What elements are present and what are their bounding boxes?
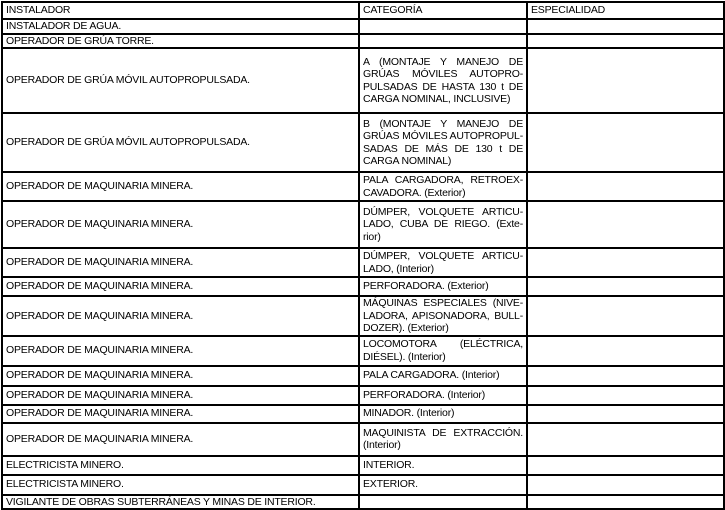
instalador-cell: ELECTRICISTA MINERO. bbox=[2, 475, 359, 495]
categoria-cell bbox=[359, 296, 527, 336]
categoria-line: CARGA NOMINAL) bbox=[363, 155, 452, 167]
installer-category-table bbox=[1, 1, 725, 510]
table-row bbox=[2, 248, 724, 277]
instalador-cell: OPERADOR DE GRÚA MÓVIL AUTOPROPULSADA. bbox=[2, 113, 359, 172]
instalador-cell: INSTALADOR DE AGUA. bbox=[2, 19, 359, 34]
instalador-cell: OPERADOR DE MAQUINARIA MINERA. bbox=[2, 296, 359, 336]
categoria-line: LOCOMOTORA (ELÉCTRICA, bbox=[363, 338, 523, 350]
categoria-line: SADAS DE MÁS DE 130 t DE bbox=[363, 142, 523, 155]
table-row bbox=[2, 336, 724, 366]
categoria-line: DIÉSEL). (Interior) bbox=[363, 350, 446, 363]
categoria-cell bbox=[359, 475, 527, 495]
categoria-line: B (MONTAJE Y MANEJO DE bbox=[363, 117, 523, 130]
instalador-cell: OPERADOR DE MAQUINARIA MINERA. bbox=[2, 248, 359, 277]
categoria-cell bbox=[359, 48, 527, 113]
categoria-line: CAVADORA. (Exterior) bbox=[363, 186, 466, 199]
especialidad-cell bbox=[527, 201, 724, 248]
table-row bbox=[2, 277, 724, 296]
especialidad-cell bbox=[527, 423, 724, 456]
categoria-cell bbox=[359, 405, 527, 423]
instalador-cell: OPERADOR DE MAQUINARIA MINERA. bbox=[2, 366, 359, 386]
categoria-cell bbox=[359, 277, 527, 296]
categoria-line: GRÚAS MÓVILES AUTOPROPUL- bbox=[363, 130, 523, 142]
especialidad-cell bbox=[527, 34, 724, 49]
categoria-line: PERFORADORA. (Exterior) bbox=[363, 280, 489, 293]
especialidad-cell bbox=[527, 336, 724, 366]
categoria-line: INTERIOR. bbox=[363, 458, 415, 471]
instalador-cell: OPERADOR DE MAQUINARIA MINERA. bbox=[2, 336, 359, 366]
categoria-cell bbox=[359, 201, 527, 248]
especialidad-cell bbox=[527, 475, 724, 495]
categoria-line: MAQUINISTA DE EXTRACCIÓN. bbox=[363, 426, 523, 439]
categoria-line: MINADOR. (Interior) bbox=[363, 407, 455, 420]
table-row bbox=[2, 475, 724, 495]
table-row bbox=[2, 296, 724, 336]
categoria-line: DÚMPER, VOLQUETE ARTICU- bbox=[363, 250, 523, 262]
categoria-line: LADO, (Interior) bbox=[363, 262, 434, 275]
table-row bbox=[2, 495, 724, 510]
table-row bbox=[2, 456, 724, 475]
especialidad-cell bbox=[527, 48, 724, 113]
instalador-cell: OPERADOR DE GRÚA TORRE. bbox=[2, 34, 359, 49]
categoria-cell bbox=[359, 34, 527, 49]
categoria-line: GRÚAS MÓVILES AUTOPRO- bbox=[363, 68, 523, 80]
especialidad-cell bbox=[527, 456, 724, 475]
categoria-line: PALA CARGADORA. (Interior) bbox=[363, 369, 500, 382]
categoria-line: LADORA, APISONADORA, BULL- bbox=[363, 309, 523, 322]
categoria-line: PERFORADORA. (Interior) bbox=[363, 388, 485, 401]
categoria-cell bbox=[359, 248, 527, 277]
categoria-line: LADO, CUBA DE RIEGO. (Exte- bbox=[363, 218, 523, 231]
table-row bbox=[2, 423, 724, 456]
especialidad-cell bbox=[527, 277, 724, 296]
categoria-cell bbox=[359, 113, 527, 172]
instalador-cell: OPERADOR DE MAQUINARIA MINERA. bbox=[2, 405, 359, 423]
especialidad-cell bbox=[527, 495, 724, 510]
especialidad-cell bbox=[527, 19, 724, 34]
categoria-cell bbox=[359, 336, 527, 366]
especialidad-cell bbox=[527, 172, 724, 201]
categoria-cell bbox=[359, 19, 527, 34]
especialidad-cell bbox=[527, 113, 724, 172]
especialidad-cell bbox=[527, 405, 724, 423]
categoria-line: PALA CARGADORA, RETROEX- bbox=[363, 174, 523, 186]
categoria-line: rior) bbox=[363, 230, 381, 243]
categoria-line: PULSADAS DE HASTA 130 t DE bbox=[363, 80, 523, 93]
categoria-cell bbox=[359, 456, 527, 475]
table-row bbox=[2, 34, 724, 49]
categoria-cell bbox=[359, 366, 527, 386]
instalador-cell: VIGILANTE DE OBRAS SUBTERRÁNEAS Y MINAS DE INTERIOR. bbox=[2, 495, 359, 510]
instalador-cell: OPERADOR DE MAQUINARIA MINERA. bbox=[2, 172, 359, 201]
table-row bbox=[2, 386, 724, 405]
table-row bbox=[2, 405, 724, 423]
categoria-line: MÁQUINAS ESPECIALES (NIVE- bbox=[363, 297, 523, 309]
especialidad-cell bbox=[527, 386, 724, 405]
instalador-cell: OPERADOR DE MAQUINARIA MINERA. bbox=[2, 423, 359, 456]
categoria-line: DÚMPER, VOLQUETE ARTICU- bbox=[363, 205, 523, 218]
table-header bbox=[2, 2, 724, 19]
categoria-cell bbox=[359, 423, 527, 456]
categoria-cell bbox=[359, 386, 527, 405]
header-instalador: INSTALADOR bbox=[2, 2, 359, 19]
especialidad-cell bbox=[527, 248, 724, 277]
instalador-cell: OPERADOR DE MAQUINARIA MINERA. bbox=[2, 201, 359, 248]
instalador-cell: OPERADOR DE MAQUINARIA MINERA. bbox=[2, 386, 359, 405]
categoria-line: (Interior) bbox=[363, 439, 401, 451]
table-row bbox=[2, 113, 724, 172]
especialidad-cell bbox=[527, 366, 724, 386]
table-row bbox=[2, 201, 724, 248]
categoria-line: A (MONTAJE Y MANEJO DE bbox=[363, 55, 523, 68]
especialidad-cell bbox=[527, 296, 724, 336]
instalador-cell: OPERADOR DE GRÚA MÓVIL AUTOPROPULSADA. bbox=[2, 48, 359, 113]
table-row bbox=[2, 48, 724, 113]
categoria-line: CARGA NOMINAL, INCLUSIVE) bbox=[363, 93, 511, 105]
categoria-line: DOZER). (Exterior) bbox=[363, 322, 449, 334]
header-row bbox=[2, 2, 724, 19]
categoria-cell bbox=[359, 495, 527, 510]
table-row bbox=[2, 366, 724, 386]
table-body bbox=[2, 19, 724, 509]
instalador-cell: OPERADOR DE MAQUINARIA MINERA. bbox=[2, 277, 359, 296]
table-row bbox=[2, 172, 724, 201]
table-row bbox=[2, 19, 724, 34]
header-especialidad: ESPECIALIDAD bbox=[527, 2, 724, 19]
instalador-cell: ELECTRICISTA MINERO. bbox=[2, 456, 359, 475]
categoria-cell bbox=[359, 172, 527, 201]
categoria-line: EXTERIOR. bbox=[363, 478, 418, 491]
header-categoria: CATEGORÍA bbox=[359, 2, 527, 19]
